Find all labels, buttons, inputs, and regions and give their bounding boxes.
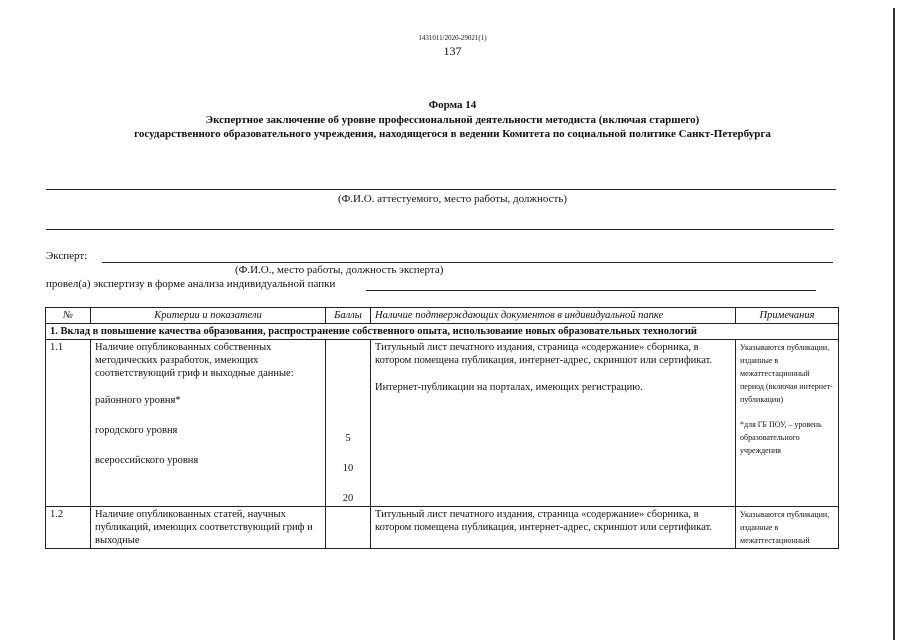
- row-1-2-criteria: Наличие опубликованных статей, научных публикаций, имеющих соответствующий гриф и выходные: [91, 507, 326, 549]
- documents-text-2: Интернет-публикации на порталах, имеющих регистрацию.: [375, 382, 643, 393]
- score-national: 20: [342, 493, 354, 504]
- expertise-fill-line: [366, 290, 816, 291]
- attestee-caption: (Ф.И.О. аттестуемого, место работы, должность): [337, 193, 568, 205]
- document-subtitle: [0, 113, 905, 141]
- criteria-table: [45, 307, 839, 549]
- row-1-2-documents: Титульный лист печатного издания, страница «содержание» сборника, в котором помещена публикация, интернет-адрес, скриншот или сертификат.: [371, 507, 736, 549]
- expert-caption: (Ф.И.О., место работы, должность эксперта): [235, 264, 444, 276]
- header-documents: Наличие подтверждающих документов в индивидуальной папке: [371, 308, 736, 324]
- row-1-1-notes: [736, 340, 839, 507]
- header-number: №: [46, 308, 91, 324]
- note-text-2: *для ГБ ПОУ, – уровень образовательного учреждения: [740, 420, 822, 455]
- note-text-1: Указываются публикации, изданные в межаттестационный период (включая интернет-публикации): [740, 343, 833, 404]
- document-code: 1431011/2020-29021(1): [418, 34, 487, 42]
- page-number: 137: [443, 44, 462, 58]
- row-1-2-number: 1.2: [46, 507, 91, 549]
- table-header-row: [46, 308, 839, 324]
- expertise-text: провел(а) экспертизу в форме анализа индивидуальной папки: [46, 278, 336, 290]
- row-1-2-score: [326, 507, 371, 549]
- section-1-heading: 1. Вклад в повышение качества образования, распространение собственного опыта, использование новых образовательных технологий: [46, 324, 839, 340]
- header-notes: Примечания: [736, 308, 839, 324]
- level-national: всероссийского уровня: [95, 455, 199, 466]
- attestee-extra-line: [46, 229, 834, 230]
- row-1-1-criteria: [91, 340, 326, 507]
- score-district: 5: [345, 433, 351, 444]
- score-city: 10: [342, 463, 354, 474]
- section-row: [46, 324, 839, 340]
- row-1-1-scores: [326, 340, 371, 507]
- documents-text-1: Титульный лист печатного издания, страница «содержание» сборника, в котором помещена публикация, интернет-адрес, скриншот или сертификат.: [375, 342, 713, 366]
- row-1-1-documents: [371, 340, 736, 507]
- header-score: Баллы: [326, 308, 371, 324]
- level-district: районного уровня*: [95, 395, 181, 406]
- scan-edge-bar: [893, 8, 895, 640]
- criteria-intro: Наличие опубликованных собственных методических разработок, имеющих соответствующий гриф и выходные данные:: [95, 342, 294, 379]
- expert-fill-line: [102, 262, 833, 263]
- row-1-2-notes: Указываются публикации, изданные в межаттестационный: [736, 507, 839, 549]
- expert-label: Эксперт:: [46, 250, 88, 262]
- subtitle-line-2: государственного образовательного учреждения, находящегося в ведении Комитета по социальной политике Санкт-Петербурга: [134, 128, 771, 140]
- table-row: [46, 507, 839, 549]
- header-criteria: Критерии и показатели: [91, 308, 326, 324]
- subtitle-line-1: Экспертное заключение об уровне профессиональной деятельности методиста (включая старшего): [205, 114, 700, 126]
- attestee-fill-line: [46, 189, 836, 190]
- table-row: [46, 340, 839, 507]
- level-city: городского уровня: [95, 425, 178, 436]
- form-title: Форма 14: [428, 99, 477, 111]
- row-1-1-number: 1.1: [46, 340, 91, 507]
